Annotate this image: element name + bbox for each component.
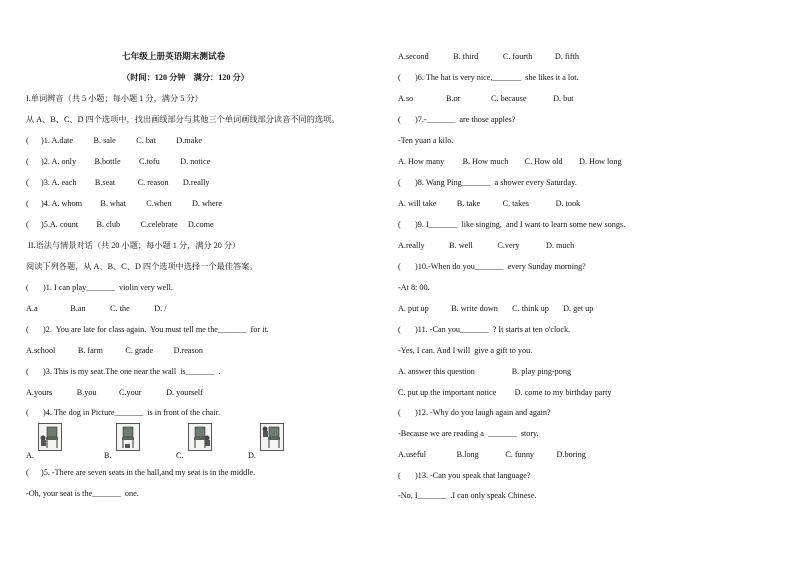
dialogue-line: -Ten yuan a kilo. [398, 136, 454, 145]
section-instruction: 从 A、B、C、D 四个选项中，找出画线部分与其他三个单词画线部分读音不同的选项。 [26, 115, 340, 124]
question-line: ( )2. A. only B.bottle C.tofu D. notice [26, 157, 211, 166]
page-title: 七年级上册英语期末测试卷 [122, 51, 226, 61]
answer-options: A.really B. well C.very D. much [398, 241, 575, 250]
question-line: ( )11. -Can you_______ ? It starts at ten o'clock. [398, 325, 571, 334]
answer-options: A.useful B.long C. funny D.boring [398, 450, 586, 459]
chair-icon [189, 424, 211, 450]
chair-icon [39, 424, 61, 450]
question-line: ( )3. This is my seat.The one near the wall is_______ . [26, 367, 221, 376]
question-line: ( )5.A. count B. club C.celebrate D.come [26, 220, 214, 229]
dialogue-line: -Yes, I can. And I will give a gift to you. [398, 346, 533, 355]
question-line: ( )3. A. each B.seat C. reason D.really [26, 178, 210, 187]
answer-options: A. will take B. take C. takes D. took [398, 199, 581, 208]
picture-option-label: B. [104, 451, 112, 460]
question-line: ( )5. -There are seven seats in the hall,and my seat is in the middle. [26, 468, 256, 477]
question-line: ( )7.-_______ are those apples? [398, 115, 516, 124]
dialogue-line: -At 8: 00. [398, 283, 430, 292]
question-line: ( )1. I can play_______ violin very well. [26, 283, 173, 292]
question-line: ( )9. I_______ like singing, and I want to learn some new songs. [398, 220, 626, 229]
section-heading: I.单词辨音（共 5 小题；每小题 1 分，满分 5 分） [26, 94, 203, 103]
question-line: ( )1. A.date B. sale C. bat D.make [26, 136, 203, 145]
dialogue-line: -No, I_______ .I can only speak Chinese. [398, 491, 537, 500]
chair-icon [261, 424, 283, 450]
answer-options: A.school B. farm C. grade D.reason [26, 346, 203, 355]
answer-options: A. put up B. write down C. think up D. get up [398, 304, 594, 313]
answer-options: A. answer this question B. play ping-pong [398, 367, 572, 376]
page-subtitle: （时间：120 分钟 满分：120 分） [122, 73, 249, 82]
answer-options: A. How many B. How much C. How old D. How long [398, 157, 622, 166]
dialogue-line: -Because we are reading a _______ story. [398, 429, 539, 438]
question-line: ( )10.-When do you_______ every Sunday morning? [398, 262, 586, 271]
picture-option-label: C. [176, 451, 184, 460]
section-instruction: 阅读下列各题，从 A、B、C、D 四个选项中选择一个最佳答案。 [26, 262, 258, 271]
question-line: ( )4. A. whom B. what C.when D. where [26, 199, 223, 208]
question-line: ( )2. You are late for class again. You must tell me the_______ for it. [26, 325, 269, 334]
question-line: ( )13. -Can you speak that language? [398, 471, 531, 480]
chair-dog-picture [188, 423, 212, 451]
chair-dog-picture [260, 423, 284, 451]
picture-option-label: A. [26, 451, 34, 460]
answer-options: A.a B.an C. the D. / [26, 304, 167, 313]
answer-options: C. put up the important notice D. come to my birthday party [398, 388, 612, 397]
question-line: ( )4. The dog in Picture_______ is in front of the chair. [26, 408, 221, 417]
chair-dog-picture [116, 423, 140, 451]
question-line: ( )6. The hat is very nice,_______ she likes it a lot. [398, 73, 579, 82]
chair-dog-picture [38, 423, 62, 451]
question-line: ( )12. -Why do you laugh again and again? [398, 408, 551, 417]
question-line: -Oh, your seat is the_______ one. [26, 489, 139, 498]
answer-options: A.second B. third C. fourth D. fifth [398, 52, 580, 61]
answer-options: A.yours B.you C.your D. yourself [26, 388, 203, 397]
chair-icon [117, 424, 139, 450]
question-line: ( )8. Wang Ping_______ a shower every Saturday. [398, 178, 577, 187]
answer-options: A.so B.or C. because D. but [398, 94, 574, 103]
picture-option-label: D. [248, 451, 256, 460]
section-heading: II.语法与情景对话（共 20 小题；每小题 1 分，满分 20 分） [26, 241, 241, 250]
